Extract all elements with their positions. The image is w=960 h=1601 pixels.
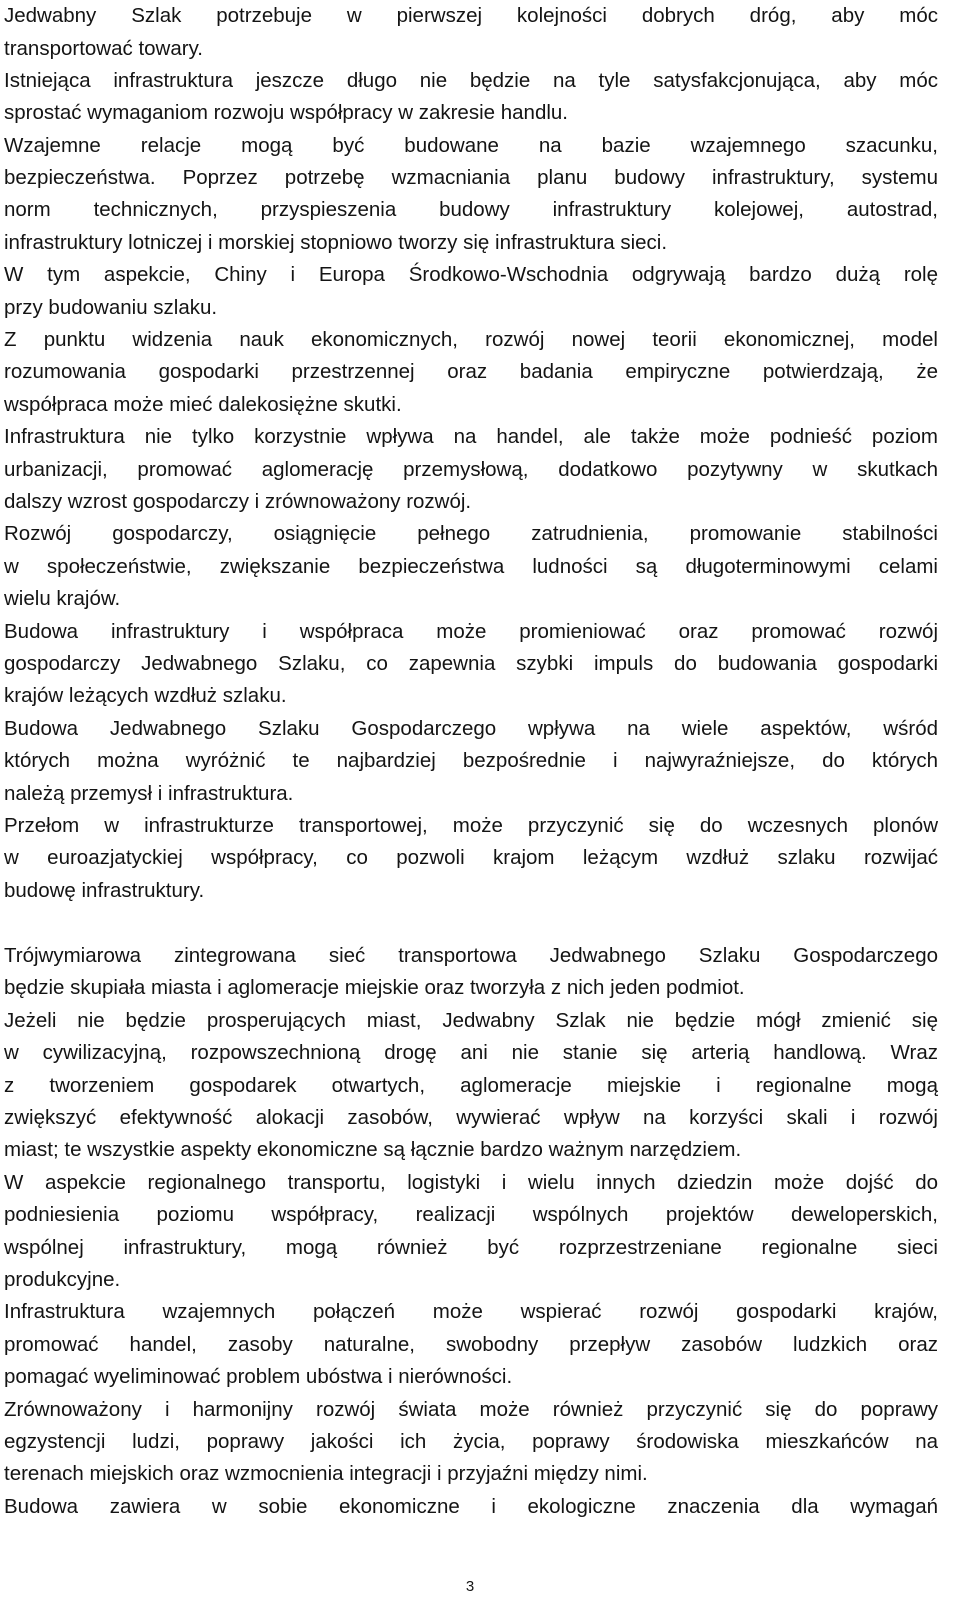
text-line: W tym aspekcie, Chiny i Europa Środkowo-Wschodnia odgrywają bardzo dużą rolę — [4, 263, 938, 287]
text-line: podniesienia poziomu współpracy, realizacji wspólnych projektów deweloperskich, — [4, 1203, 938, 1227]
text-line: Jedwabny Szlak potrzebuje w pierwszej kolejności dobrych dróg, aby móc — [4, 4, 938, 27]
text-line: krajów leżących wzdłuż szlaku. — [4, 684, 287, 708]
text-line: w cywilizacyjną, rozpowszechnioną drogę ani nie stanie się arterią handlową. Wraz — [4, 1041, 938, 1065]
text-line: których można wyróżnić te najbardziej bezpośrednie i najwyraźniejsze, do których — [4, 749, 938, 773]
text-line: Budowa infrastruktury i współpraca może promieniować oraz promować rozwój — [4, 619, 938, 643]
text-line: budowę infrastruktury. — [4, 878, 205, 902]
text-line: Trójwymiarowa zintegrowana sieć transportowa Jedwabnego Szlaku Gospodarczego — [4, 944, 938, 967]
text-line: wielu krajów. — [4, 587, 121, 611]
text-line: Przełom w infrastrukturze transportowej, może przyczynić się do wczesnych plonów — [4, 814, 938, 837]
text-line: należą przemysł i infrastruktura. — [4, 781, 294, 805]
text-line: norm technicznych, przyspieszenia budowy infrastruktury kolejowej, autostrad, — [4, 198, 938, 222]
text-line: Z punktu widzenia nauk ekonomicznych, rozwój nowej teorii ekonomicznej, model — [4, 328, 938, 351]
text-line: przy budowaniu szlaku. — [4, 295, 218, 319]
text-line: współpraca może mieć dalekosiężne skutki. — [4, 392, 402, 416]
text-line: transportować towary. — [4, 36, 204, 60]
text-line: egzystencji ludzi, poprawy jakości ich życia, poprawy środowiska mieszkańców na — [4, 1430, 938, 1453]
text-line: Infrastruktura wzajemnych połączeń może wspierać rozwój gospodarki krajów, — [4, 1300, 938, 1324]
text-line: dalszy wzrost gospodarczy i zrównoważony rozwój. — [4, 490, 472, 513]
text-line: Jeżeli nie będzie prosperujących miast, Jedwabny Szlak nie będzie mógł zmienić się — [4, 1008, 938, 1032]
text-line: produkcyjne. — [4, 1268, 121, 1291]
text-line: Wzajemne relacje mogą być budowane na bazie wzajemnego szacunku, — [4, 133, 938, 157]
text-line: promować handel, zasoby naturalne, swobodny przepływ zasobów ludzkich oraz — [4, 1332, 938, 1356]
text-line: Zrównoważony i harmonijny rozwój świata może również przyczynić się do poprawy — [4, 1397, 938, 1421]
text-line: miast; te wszystkie aspekty ekonomiczne są łącznie bardzo ważnym narzędziem. — [4, 1138, 742, 1162]
text-line: w euroazjatyckiej współpracy, co pozwoli krajom leżącym wzdłuż szlaku rozwijać — [4, 846, 938, 870]
text-line: w społeczeństwie, zwiększanie bezpieczeństwa ludności są długoterminowymi celami — [4, 554, 938, 578]
text-line: W aspekcie regionalnego transportu, logistyki i wielu innych dziedzin może dojść do — [4, 1170, 938, 1194]
text-line: gospodarczy Jedwabnego Szlaku, co zapewnia szybki impuls do budowania gospodarki — [4, 652, 938, 675]
page-number: 3 — [465, 1578, 475, 1595]
text-line: z tworzeniem gospodarek otwartych, aglomeracje miejskie i regionalne mogą — [4, 1073, 938, 1097]
text-line: Budowa Jedwabnego Szlaku Gospodarczego wpływa na wiele aspektów, wśród — [4, 716, 938, 740]
text-line: Rozwój gospodarczy, osiągnięcie pełnego zatrudnienia, promowanie stabilności — [4, 522, 938, 546]
text-line: rozumowania gospodarki przestrzennej oraz badania empiryczne potwierdzają, że — [4, 360, 938, 384]
text-line: infrastruktury lotniczej i morskiej stopniowo tworzy się infrastruktura sieci. — [4, 230, 668, 254]
text-line: sprostać wymaganiom rozwoju współpracy w zakresie handlu. — [4, 101, 568, 125]
text-line: wspólnej infrastruktury, mogą również być rozprzestrzeniane regionalne sieci — [4, 1235, 938, 1259]
text-line: będzie skupiała miasta i aglomeracje miejskie oraz tworzyła z nich jeden podmiot. — [4, 976, 745, 1000]
text-line: bezpieczeństwa. Poprzez potrzebę wzmacniania planu budowy infrastruktury, systemu — [4, 166, 938, 189]
text-line: zwiększyć efektywność alokacji zasobów, wywierać wpływ na korzyści skali i rozwój — [4, 1106, 938, 1129]
text-line: Infrastruktura nie tylko korzystnie wpływa na handel, ale także może podnieść poziom — [4, 425, 938, 449]
text-line: Istniejąca infrastruktura jeszcze długo nie będzie na tyle satysfakcjonująca, aby móc — [4, 68, 938, 92]
text-line: pomagać wyeliminować problem ubóstwa i nierówności. — [4, 1365, 513, 1389]
text-line: urbanizacji, promować aglomerację przemysłową, dodatkowo pozytywny w skutkach — [4, 457, 938, 481]
text-line: terenach miejskich oraz wzmocnienia integracji i przyjaźni między nimi. — [4, 1462, 648, 1486]
text-line: Budowa zawiera w sobie ekonomiczne i ekologiczne znaczenia dla wymagań — [4, 1494, 938, 1518]
